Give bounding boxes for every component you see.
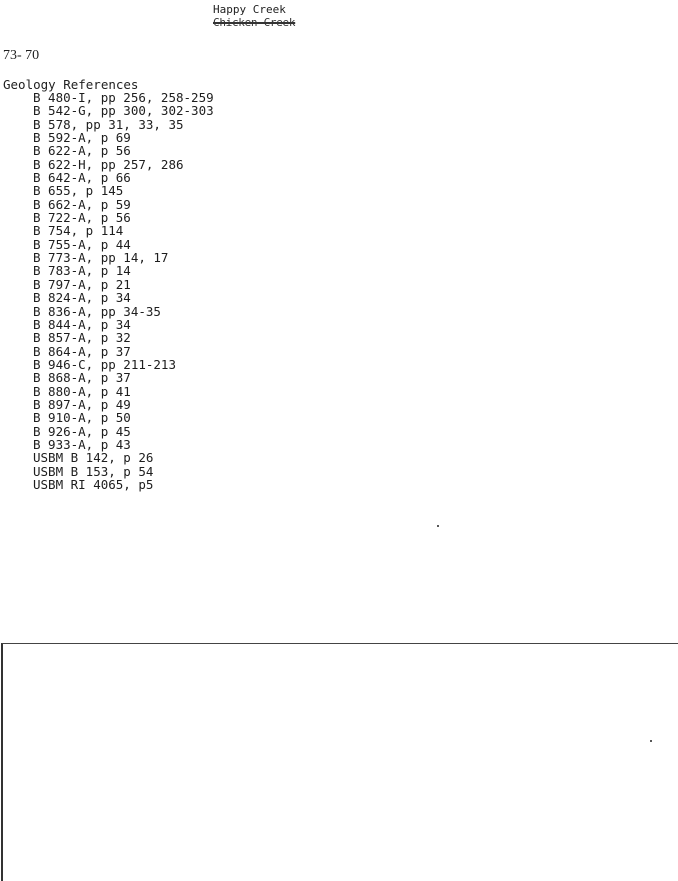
lower-card-frame: [1, 643, 678, 881]
card-number: 73- 70: [3, 48, 40, 63]
reference-item: B 642-A, p 66: [33, 170, 131, 186]
section-heading: Geology References: [3, 77, 139, 92]
reference-item: B 864-A, p 37: [33, 343, 131, 359]
reference-item: B 926-A, p 45: [33, 423, 131, 439]
reference-item: B 655, p 145: [33, 183, 124, 199]
reference-item: B 592-A, p 69: [33, 130, 131, 146]
reference-item: B 578, pp 31, 33, 35: [33, 116, 184, 132]
reference-item: B 480-I, pp 256, 258-259: [33, 90, 214, 105]
reference-item: B 824-A, p 34: [33, 290, 131, 306]
reference-item: B 662-A, p 59: [33, 196, 131, 212]
reference-item: B 622-H, pp 257, 286: [33, 156, 184, 172]
reference-item: B 933-A, p 43: [33, 436, 131, 452]
reference-item: B 722-A, p 56: [33, 210, 131, 226]
reference-item: B 622-A, p 56: [33, 143, 131, 159]
scan-speck: [650, 740, 652, 742]
struck-location-title: Chicken Creek: [213, 16, 296, 29]
reference-item: B 844-A, p 34: [33, 316, 131, 332]
reference-list: [33, 91, 214, 491]
reference-item: B 773-A, pp 14, 17: [33, 250, 169, 266]
reference-item: B 754, p 114: [33, 223, 124, 239]
location-title: Happy Creek: [213, 3, 286, 16]
reference-item: B 868-A, p 37: [33, 370, 131, 386]
reference-item: B 910-A, p 50: [33, 410, 131, 426]
location-header: [213, 3, 295, 29]
reference-item: B 783-A, p 14: [33, 263, 131, 279]
reference-item: USBM B 142, p 26: [33, 450, 154, 466]
reference-item: B 880-A, p 41: [33, 383, 131, 399]
reference-item: B 755-A, p 44: [33, 236, 131, 252]
reference-item: B 857-A, p 32: [33, 330, 131, 346]
reference-item: B 897-A, p 49: [33, 396, 131, 412]
reference-item: B 797-A, p 21: [33, 276, 131, 292]
reference-item: B 836-A, pp 34-35: [33, 303, 161, 319]
scan-speck: [437, 525, 439, 527]
reference-item: USBM RI 4065, p5: [33, 476, 154, 492]
reference-item: USBM B 153, p 54: [33, 463, 154, 479]
reference-item: B 542-G, pp 300, 302-303: [33, 103, 214, 119]
reference-item: B 946-C, pp 211-213: [33, 356, 176, 372]
